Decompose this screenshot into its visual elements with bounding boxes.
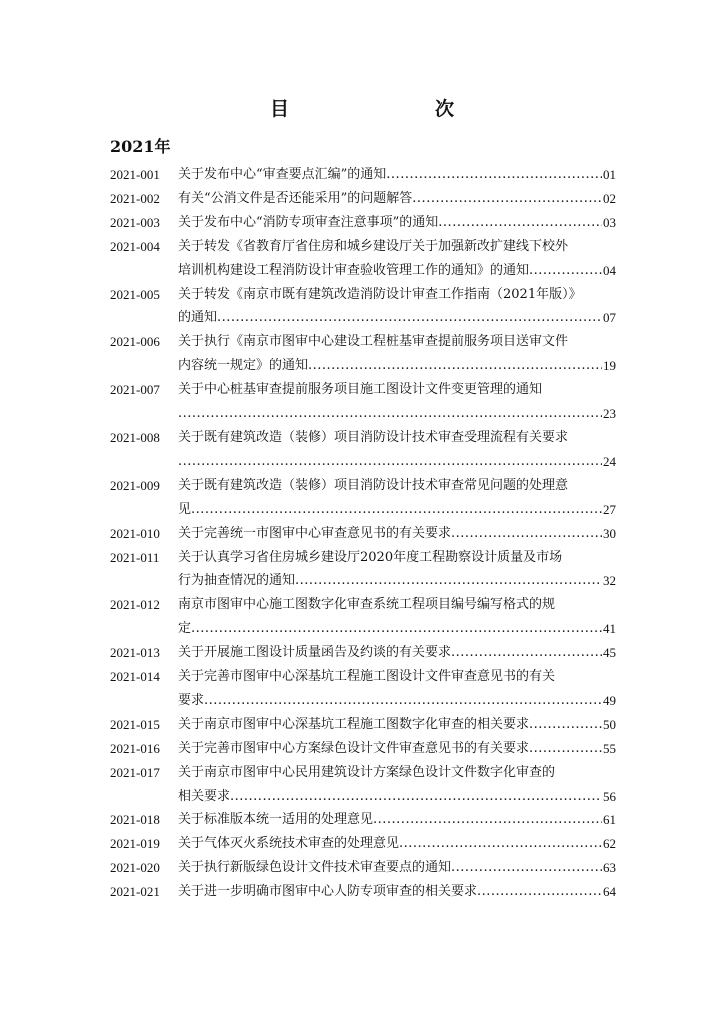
toc-entry-code: 2021-012 bbox=[110, 597, 160, 613]
toc-entry-line bbox=[178, 689, 616, 713]
toc-entry-line bbox=[178, 498, 616, 522]
toc-entry-line bbox=[178, 569, 616, 593]
toc-entry-title: 关于开展施工图设计质量函告及约谈的有关要求 bbox=[178, 645, 452, 661]
toc-entry-body bbox=[178, 593, 616, 641]
toc-entry-page-number: 04 bbox=[603, 262, 616, 278]
toc-entry-line bbox=[178, 832, 616, 856]
toc-entry-title: 关于执行新版绿色设计文件技术审查要点的通知 bbox=[178, 860, 452, 876]
toc-entry-line bbox=[178, 617, 616, 641]
toc-entry-title: 内容统一规定》的通知 bbox=[178, 358, 309, 374]
toc-entry-line bbox=[178, 665, 616, 689]
toc-entry-title: 关于完善市图审中心方案绿色设计文件审查意见书的有关要求 bbox=[178, 740, 530, 756]
toc-entry-code: 2021-009 bbox=[110, 477, 160, 493]
dot-leader bbox=[386, 163, 602, 187]
toc-entry-code: 2021-016 bbox=[110, 740, 160, 756]
toc-entry-title: 关于进一步明确市图审中心人防专项审查的相关要求 bbox=[178, 884, 478, 900]
toc-entry[interactable] bbox=[110, 330, 616, 378]
toc-entry-line bbox=[178, 450, 616, 474]
dot-leader bbox=[191, 617, 602, 641]
toc-entry-page-number: 01 bbox=[603, 167, 616, 182]
toc-entry[interactable] bbox=[110, 856, 616, 880]
dot-leader bbox=[204, 689, 602, 713]
toc-entry-code: 2021-011 bbox=[110, 549, 160, 565]
toc-entry-title: 培训机构建设工程消防设计审查验收管理工作的通知》的通知 bbox=[178, 262, 530, 278]
toc-entry-code: 2021-020 bbox=[110, 860, 160, 876]
toc-entry-list bbox=[110, 163, 616, 904]
toc-entry-title: 南京市图审中心施工图数字化审查系统工程项目编号编写格式的规 bbox=[178, 597, 556, 613]
toc-entry-body bbox=[178, 665, 616, 713]
dot-leader bbox=[230, 785, 602, 809]
toc-entry-page-number: 56 bbox=[603, 788, 616, 804]
toc-entry[interactable] bbox=[110, 474, 616, 522]
toc-entry-code: 2021-002 bbox=[110, 190, 160, 206]
toc-entry-body bbox=[178, 713, 616, 737]
toc-entry-code: 2021-010 bbox=[110, 525, 160, 541]
toc-entry[interactable] bbox=[110, 880, 616, 904]
dot-leader bbox=[529, 737, 602, 761]
toc-entry[interactable] bbox=[110, 761, 616, 809]
toc-entry-code: 2021-014 bbox=[110, 669, 160, 685]
toc-entry-page-number: 45 bbox=[603, 645, 616, 661]
toc-entry-line bbox=[178, 856, 616, 880]
toc-entry-title: 关于执行《南京市图审中心建设工程桩基审查提前服务项目送审文件 bbox=[178, 334, 569, 350]
toc-entry-title: 定 bbox=[178, 621, 192, 637]
toc-entry-title: 行为抽查情况的通知 bbox=[178, 573, 296, 589]
toc-entry-code: 2021-017 bbox=[110, 764, 160, 780]
toc-entry-title: 关于标准版本统一适用的处理意见 bbox=[178, 812, 374, 828]
toc-entry[interactable] bbox=[110, 426, 616, 474]
dot-leader bbox=[399, 832, 602, 856]
toc-entry-line bbox=[178, 163, 616, 187]
toc-entry-body bbox=[178, 474, 616, 522]
toc-entry[interactable] bbox=[110, 593, 616, 641]
toc-entry-line bbox=[178, 378, 616, 402]
toc-entry-title: 相关要求 bbox=[178, 788, 231, 804]
toc-entry-line bbox=[178, 737, 616, 761]
toc-entry-line bbox=[178, 211, 616, 235]
toc-entry-page-number: 03 bbox=[603, 214, 616, 230]
toc-entry-line bbox=[178, 259, 616, 283]
toc-entry-code: 2021-004 bbox=[110, 238, 160, 254]
page-title: 目 次 bbox=[269, 98, 490, 120]
toc-entry-page-number: 07 bbox=[603, 310, 616, 326]
toc-entry[interactable] bbox=[110, 713, 616, 737]
toc-entry-page-number: 62 bbox=[603, 836, 616, 852]
toc-entry-code: 2021-008 bbox=[110, 429, 160, 445]
toc-entry-title: 关于转发《南京市既有建筑改造消防设计审查工作指南（2021年版）》 bbox=[178, 286, 582, 302]
toc-entry-code: 2021-003 bbox=[110, 214, 160, 230]
toc-entry[interactable] bbox=[110, 187, 616, 211]
toc-entry[interactable] bbox=[110, 546, 616, 594]
toc-entry-page-number: 63 bbox=[603, 860, 616, 876]
toc-entry-line bbox=[178, 402, 616, 426]
toc-entry-line bbox=[178, 761, 616, 785]
toc-entry-page-number: 32 bbox=[603, 573, 616, 589]
toc-entry-page-number: 23 bbox=[603, 406, 616, 422]
toc-entry-body bbox=[178, 330, 616, 378]
toc-entry-page-number: 41 bbox=[603, 621, 616, 637]
toc-entry[interactable] bbox=[110, 522, 616, 546]
toc-entry[interactable] bbox=[110, 283, 616, 331]
toc-entry-body bbox=[178, 163, 616, 187]
toc-entry-body bbox=[178, 880, 616, 904]
toc-entry-line bbox=[178, 354, 616, 378]
toc-entry-line bbox=[178, 880, 616, 904]
toc-entry-line bbox=[178, 474, 616, 498]
toc-entry[interactable] bbox=[110, 737, 616, 761]
toc-entry-body bbox=[178, 808, 616, 832]
toc-entry-title: 关于转发《省教育厅省住房和城乡建设厅关于加强新改扩建线下校外 bbox=[178, 238, 569, 254]
toc-entry-code: 2021-018 bbox=[110, 812, 160, 828]
toc-entry-page-number: 50 bbox=[603, 716, 616, 732]
toc-entry-code: 2021-013 bbox=[110, 645, 160, 661]
toc-entry-line bbox=[178, 330, 616, 354]
toc-entry-line bbox=[178, 785, 616, 809]
toc-entry-body bbox=[178, 211, 616, 235]
toc-entry-body bbox=[178, 737, 616, 761]
dot-leader bbox=[529, 713, 602, 737]
toc-entry-line bbox=[178, 235, 616, 259]
toc-entry-body bbox=[178, 378, 616, 426]
toc-entry-title: 见 bbox=[178, 501, 192, 517]
dot-leader bbox=[191, 498, 602, 522]
toc-entry-code: 2021-005 bbox=[110, 286, 160, 302]
toc-entry-title: 有关“公消文件是否还能采用”的问题解答 bbox=[178, 190, 413, 206]
toc-entry-title: 关于认真学习省住房城乡建设厅2020年度工程勘察设计质量及市场 bbox=[178, 549, 563, 565]
toc-entry-title: 要求 bbox=[178, 692, 205, 708]
toc-entry-page-number: 64 bbox=[603, 884, 616, 900]
dot-leader bbox=[178, 402, 602, 426]
toc-entry-line bbox=[178, 306, 616, 330]
toc-entry-body bbox=[178, 187, 616, 211]
toc-entry-line bbox=[178, 808, 616, 832]
toc-entry-line bbox=[178, 426, 616, 450]
toc-entry-body bbox=[178, 832, 616, 856]
toc-entry[interactable] bbox=[110, 378, 616, 426]
dot-leader bbox=[529, 259, 602, 283]
toc-entry-body bbox=[178, 856, 616, 880]
toc-entry-code: 2021-021 bbox=[110, 884, 160, 900]
dot-leader bbox=[373, 808, 602, 832]
toc-entry-title: 关于既有建筑改造（装修）项目消防设计技术审查常见问题的处理意 bbox=[178, 477, 569, 493]
dot-leader bbox=[308, 354, 602, 378]
dot-leader bbox=[295, 569, 602, 593]
toc-entry[interactable] bbox=[110, 832, 616, 856]
dot-leader bbox=[217, 306, 602, 330]
toc-entry-page-number: 61 bbox=[603, 812, 616, 828]
toc-entry[interactable] bbox=[110, 665, 616, 713]
toc-entry-page-number: 30 bbox=[603, 525, 616, 541]
year-heading: 2021年 bbox=[110, 137, 171, 156]
toc-entry-code: 2021-001 bbox=[110, 167, 160, 182]
toc-entry[interactable] bbox=[110, 235, 616, 283]
toc-entry[interactable] bbox=[110, 808, 616, 832]
dot-leader bbox=[477, 880, 602, 904]
toc-entry-page-number: 27 bbox=[603, 501, 616, 517]
toc-entry-body bbox=[178, 641, 616, 665]
dot-leader bbox=[451, 856, 602, 880]
toc-entry-body bbox=[178, 283, 616, 331]
toc-entry[interactable] bbox=[110, 211, 616, 235]
toc-entry-body bbox=[178, 522, 616, 546]
toc-entry-code: 2021-019 bbox=[110, 836, 160, 852]
toc-entry-page-number: 55 bbox=[603, 740, 616, 756]
toc-entry-line bbox=[178, 641, 616, 665]
toc-entry[interactable] bbox=[110, 163, 616, 187]
toc-entry-line bbox=[178, 546, 616, 570]
toc-entry-body bbox=[178, 546, 616, 594]
dot-leader bbox=[438, 211, 602, 235]
toc-entry-line bbox=[178, 283, 616, 307]
toc-entry-line bbox=[178, 713, 616, 737]
toc-entry-code: 2021-006 bbox=[110, 334, 160, 350]
toc-entry-body bbox=[178, 426, 616, 474]
toc-entry-page-number: 02 bbox=[603, 190, 616, 206]
dot-leader bbox=[412, 187, 602, 211]
toc-entry-page-number: 24 bbox=[603, 453, 616, 469]
toc-entry-title: 关于完善统一市图审中心审查意见书的有关要求 bbox=[178, 525, 452, 541]
toc-entry-title: 关于发布中心“消防专项审查注意事项”的通知 bbox=[178, 214, 439, 230]
dot-leader bbox=[451, 641, 602, 665]
toc-entry-title: 关于南京市图审中心民用建筑设计方案绿色设计文件数字化审查的 bbox=[178, 764, 556, 780]
dot-leader bbox=[178, 450, 602, 474]
toc-entry-page-number: 49 bbox=[603, 692, 616, 708]
toc-entry-line bbox=[178, 522, 616, 546]
toc-entry-title: 关于完善市图审中心深基坑工程施工图设计文件审查意见书的有关 bbox=[178, 669, 556, 685]
toc-entry-title: 的通知 bbox=[178, 310, 218, 326]
toc-entry-title: 关于发布中心“审查要点汇编”的通知 bbox=[178, 167, 387, 182]
toc-entry-line bbox=[178, 593, 616, 617]
toc-entry-title: 关于气体灭火系统技术审查的处理意见 bbox=[178, 836, 400, 852]
toc-entry-line bbox=[178, 187, 616, 211]
toc-entry-title: 关于中心桩基审查提前服务项目施工图设计文件变更管理的通知 bbox=[178, 382, 543, 398]
toc-entry-body bbox=[178, 235, 616, 283]
toc-entry-title: 关于南京市图审中心深基坑工程施工图数字化审查的相关要求 bbox=[178, 716, 530, 732]
toc-entry-code: 2021-007 bbox=[110, 382, 160, 398]
toc-entry-title: 关于既有建筑改造（装修）项目消防设计技术审查受理流程有关要求 bbox=[178, 429, 569, 445]
toc-entry-body bbox=[178, 761, 616, 809]
toc-entry-code: 2021-015 bbox=[110, 716, 160, 732]
dot-leader bbox=[451, 522, 602, 546]
toc-entry[interactable] bbox=[110, 641, 616, 665]
toc-entry-page-number: 19 bbox=[603, 358, 616, 374]
